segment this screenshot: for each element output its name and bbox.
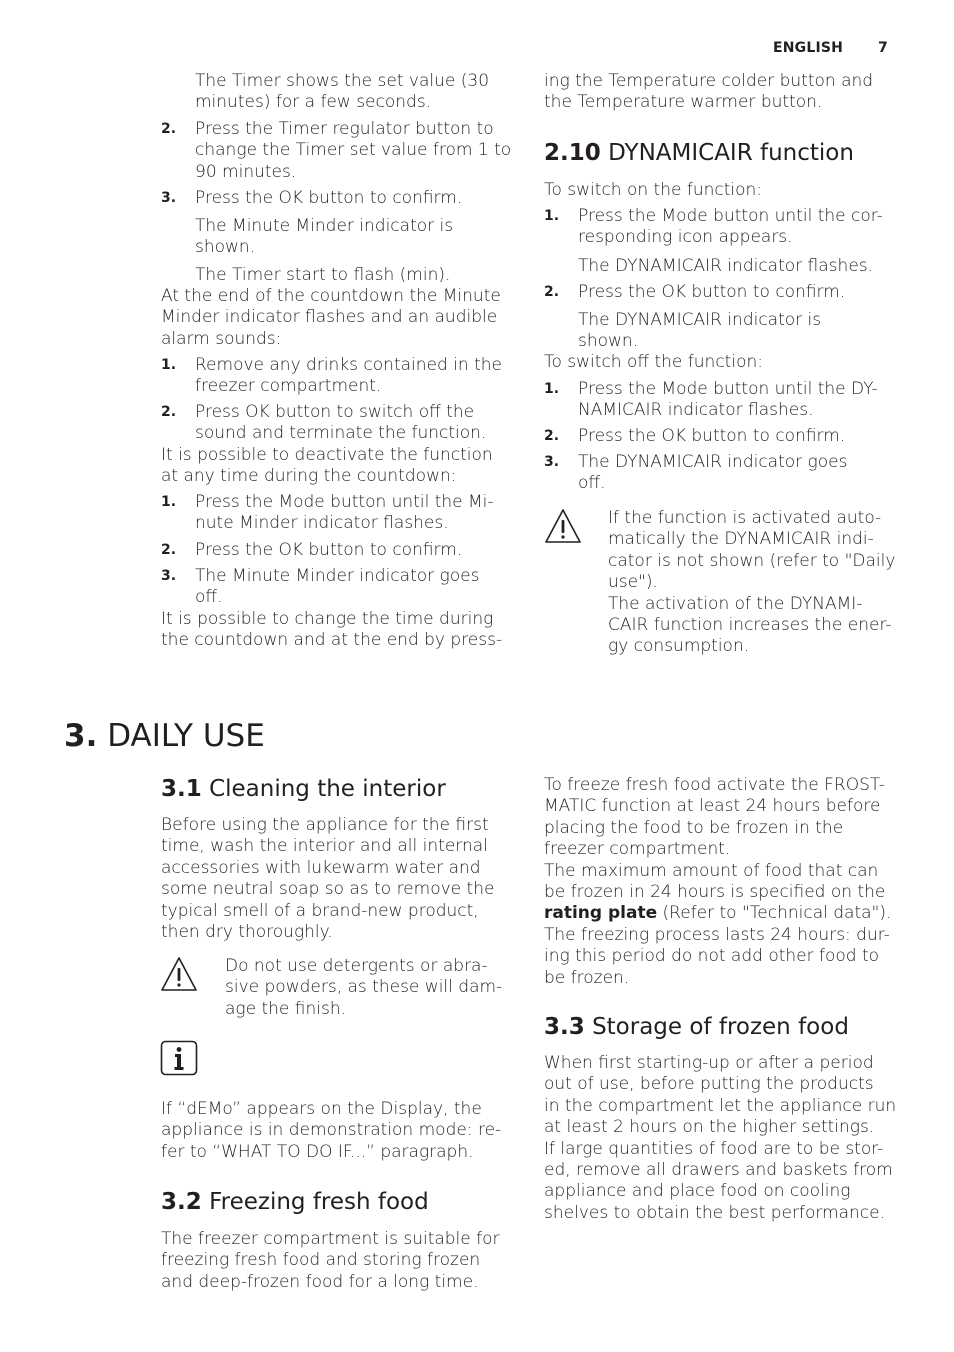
step-number: 3. xyxy=(161,190,177,206)
paragraph: It is possible to deactivate the function at any time during the countdown: xyxy=(161,445,493,487)
step-text: Press the Mode button until the Mi- nute Minder indicator flashes. xyxy=(195,492,494,534)
paragraph: The freezer compartment is suitable for freezing fresh food and storing frozen and deep-frozen food for a long time. xyxy=(161,1229,500,1292)
page-number: 7 xyxy=(878,40,888,56)
step-text: Press the OK button to confirm. xyxy=(195,188,463,208)
step-number: 2. xyxy=(161,542,177,558)
section-heading-3-2: 3.2 Freezing fresh food xyxy=(161,1189,429,1215)
step-number: 2. xyxy=(161,121,177,137)
section-heading-2-10: 2.10 DYNAMICAIR function xyxy=(544,140,854,166)
note-text: The DYNAMICAIR indicator flashes. xyxy=(578,256,874,276)
paragraph: It is possible to change the time during the countdown and at the end by press- xyxy=(161,609,503,651)
step-text: Press the Mode button until the DY- NAMICAIR indicator flashes. xyxy=(578,379,878,421)
step-number: 1. xyxy=(161,494,177,510)
step-text: Press the Mode button until the cor- responding icon appears. xyxy=(578,206,883,248)
step-number: 3. xyxy=(161,568,177,584)
step-number: 2. xyxy=(544,428,560,444)
rating-plate-term: rating plate xyxy=(544,903,658,924)
section-heading-3-3: 3.3 Storage of frozen food xyxy=(544,1014,849,1040)
warning-text: If the function is activated auto- matically the DYNAMICAIR indi- cator is not shown (refer to "Daily use"). The activation of the DYNAMI- CAIR function increases the ener- gy consumption. xyxy=(608,508,896,657)
paragraph: Before using the appliance for the first time, wash the interior and all internal accessories with lukewarm water and some neutral soap so as to remove the typical smell of a brand-new product, then dry thoroughly. xyxy=(161,815,495,943)
step-text: Press the OK button to confirm. xyxy=(195,540,463,560)
timer-note: The Timer shows the set value (30 minutes) for a few seconds. xyxy=(195,71,490,113)
warning-triangle-icon xyxy=(544,508,582,544)
step-number: 2. xyxy=(161,404,177,420)
note-text: The Timer start to flash (min). xyxy=(195,265,451,285)
note-text: The Minute Minder indicator is shown. xyxy=(195,216,454,258)
note-text: The DYNAMICAIR indicator is shown. xyxy=(578,310,822,352)
step-text: The Minute Minder indicator goes off. xyxy=(195,566,480,608)
paragraph: At the end of the countdown the Minute Minder indicator flashes and an audible alarm sounds: xyxy=(161,286,501,349)
paragraph: To switch off the function: xyxy=(544,352,763,372)
step-text: Remove any drinks contained in the freezer compartment. xyxy=(195,355,502,397)
step-text: Press OK button to switch off the sound and terminate the function. xyxy=(195,402,487,444)
step-number: 1. xyxy=(161,357,177,373)
warning-text: Do not use detergents or abra- sive powders, as these will dam- age the finish. xyxy=(225,956,503,1019)
paragraph: When first starting-up or after a period out of use, before putting the products in the compartment let the appliance run at least 2 hours on the higher settings. If large quantities of food are to be stor- ed, remove all drawers and baskets from appliance and place food on cooling shelves to obtain the best performance. xyxy=(544,1053,897,1223)
step-number: 1. xyxy=(544,208,560,224)
step-number: 2. xyxy=(544,284,560,300)
step-text: Press the Timer regulator button to change the Timer set value from 1 to 90 minutes. xyxy=(195,119,512,182)
paragraph: ing the Temperature colder button and the Temperature warmer button. xyxy=(544,71,874,113)
section-heading-3-1: 3.1 Cleaning the interior xyxy=(161,776,446,802)
step-number: 1. xyxy=(544,381,560,397)
header-language: ENGLISH xyxy=(773,40,844,56)
step-number: 3. xyxy=(544,454,560,470)
step-text: Press the OK button to confirm. xyxy=(578,426,846,446)
paragraph: To switch on the function: xyxy=(544,180,763,200)
info-text: If “dEMo” appears on the Display, the appliance is in demonstration mode: re- fer to “WHAT TO DO IF...” paragraph. xyxy=(161,1099,502,1162)
step-text: The DYNAMICAIR indicator goes off. xyxy=(578,452,848,494)
chapter-heading: 3. DAILY USE xyxy=(64,718,265,754)
warning-triangle-icon xyxy=(160,956,198,992)
step-text: Press the OK button to confirm. xyxy=(578,282,846,302)
paragraph: To freeze fresh food activate the FROST- MATIC function at least 24 hours before placing the food to be frozen in the freezer compartment. The maximum amount of food that can be frozen in 24 hours is specified on the rating plate (Refer to "Technical data"). The freezing process lasts 24 hours: dur- ing this period do not add other food to be frozen. xyxy=(544,775,892,988)
info-icon xyxy=(160,1040,198,1076)
